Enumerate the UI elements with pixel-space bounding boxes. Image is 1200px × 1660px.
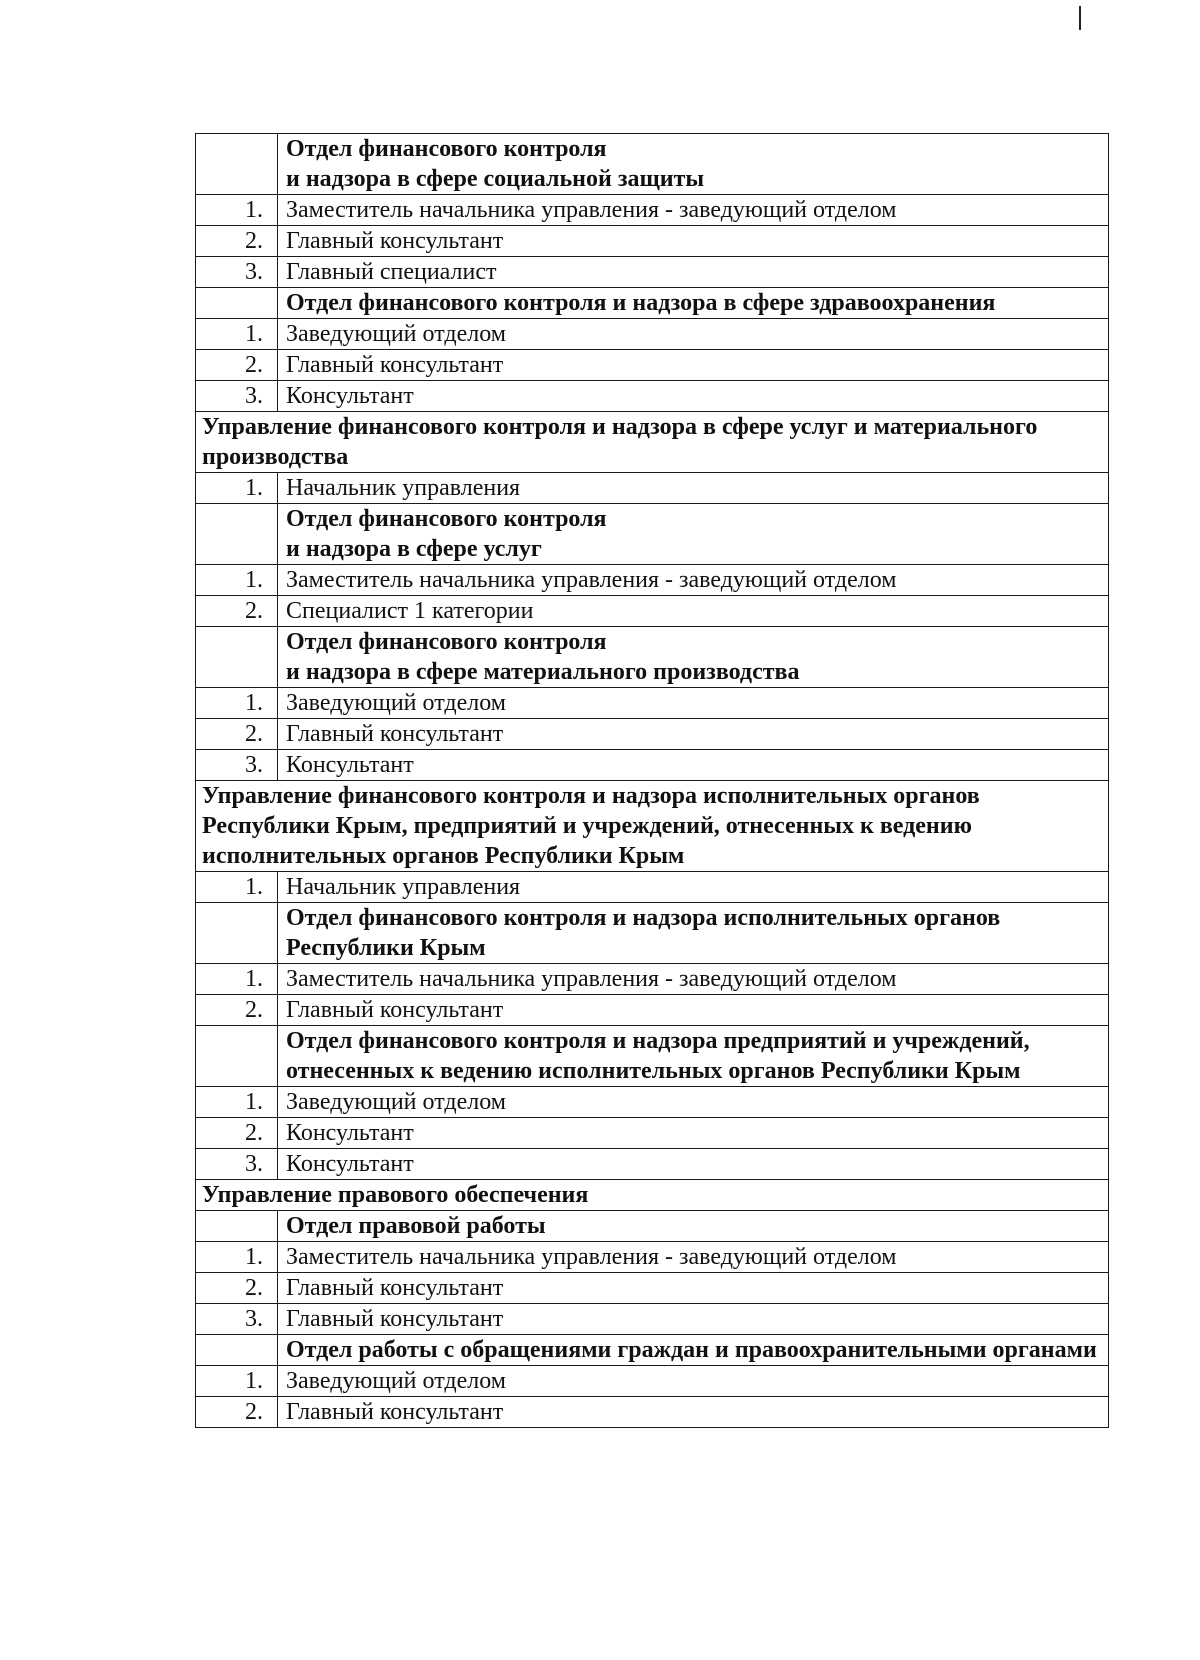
section-heading-row	[196, 134, 1109, 195]
position-row	[196, 195, 1109, 226]
position-title: Начальник управления	[278, 473, 1109, 504]
position-number: 2.	[196, 995, 278, 1026]
position-number: 3.	[196, 750, 278, 781]
position-number: 1.	[196, 195, 278, 226]
position-title: Заведующий отделом	[278, 1087, 1109, 1118]
position-row	[196, 226, 1109, 257]
section-heading-row	[196, 627, 1109, 688]
position-number	[196, 288, 278, 319]
section-heading-row	[196, 288, 1109, 319]
position-title: Главный специалист	[278, 257, 1109, 288]
position-title: Главный консультант	[278, 1273, 1109, 1304]
position-row	[196, 872, 1109, 903]
department-row	[196, 1180, 1109, 1211]
position-number	[196, 1026, 278, 1087]
position-number: 1.	[196, 1366, 278, 1397]
position-row	[196, 719, 1109, 750]
section-heading-row	[196, 1026, 1109, 1087]
position-title: Начальник управления	[278, 872, 1109, 903]
section-heading-row	[196, 1335, 1109, 1366]
position-title: Консультант	[278, 1149, 1109, 1180]
position-title: Заведующий отделом	[278, 688, 1109, 719]
position-number: 2.	[196, 1118, 278, 1149]
position-title: Главный консультант	[278, 719, 1109, 750]
section-title: Отдел финансового контроля и надзора в сфере здравоохранения	[278, 288, 1109, 319]
position-number: 1.	[196, 688, 278, 719]
position-row	[196, 995, 1109, 1026]
position-title: Специалист 1 категории	[278, 596, 1109, 627]
position-title: Заведующий отделом	[278, 319, 1109, 350]
section-title: Отдел правовой работы	[278, 1211, 1109, 1242]
department-title: Управление правового обеспечения	[196, 1180, 1109, 1211]
department-row	[196, 412, 1109, 473]
position-number: 1.	[196, 1242, 278, 1273]
position-number: 3.	[196, 1304, 278, 1335]
position-title: Заместитель начальника управления - заведующий отделом	[278, 195, 1109, 226]
position-row	[196, 319, 1109, 350]
position-title: Заместитель начальника управления - заведующий отделом	[278, 1242, 1109, 1273]
position-number: 2.	[196, 1397, 278, 1428]
position-row	[196, 1242, 1109, 1273]
position-row	[196, 750, 1109, 781]
position-number	[196, 134, 278, 195]
position-row	[196, 565, 1109, 596]
position-row	[196, 1118, 1109, 1149]
position-number: 3.	[196, 381, 278, 412]
position-row	[196, 964, 1109, 995]
position-number: 2.	[196, 596, 278, 627]
position-number: 2.	[196, 719, 278, 750]
position-number	[196, 903, 278, 964]
position-number: 3.	[196, 257, 278, 288]
position-row	[196, 1273, 1109, 1304]
department-row	[196, 781, 1109, 872]
position-title: Главный консультант	[278, 350, 1109, 381]
section-title: Отдел финансового контроля и надзора в сфере услуг	[278, 504, 1109, 565]
position-row	[196, 596, 1109, 627]
position-row	[196, 688, 1109, 719]
position-number: 2.	[196, 1273, 278, 1304]
position-number: 1.	[196, 473, 278, 504]
department-title: Управление финансового контроля и надзора в сфере услуг и материального производства	[196, 412, 1109, 473]
section-heading-row	[196, 1211, 1109, 1242]
position-title: Заместитель начальника управления - заведующий отделом	[278, 565, 1109, 596]
position-row	[196, 473, 1109, 504]
position-number	[196, 1335, 278, 1366]
position-title: Главный консультант	[278, 995, 1109, 1026]
section-title: Отдел финансового контроля и надзора исполнительных органов Республики Крым	[278, 903, 1109, 964]
section-heading-row	[196, 504, 1109, 565]
position-number: 2.	[196, 226, 278, 257]
section-title: Отдел финансового контроля и надзора предприятий и учреждений, отнесенных к ведению исполнительных органов Республики Крым	[278, 1026, 1109, 1087]
position-title: Главный консультант	[278, 1304, 1109, 1335]
section-title: Отдел финансового контроля и надзора в сфере социальной защиты	[278, 134, 1109, 195]
position-row	[196, 1149, 1109, 1180]
position-number: 1.	[196, 872, 278, 903]
position-number: 1.	[196, 964, 278, 995]
section-title: Отдел работы с обращениями граждан и правоохранительными органами	[278, 1335, 1109, 1366]
position-row	[196, 1087, 1109, 1118]
section-heading-row	[196, 903, 1109, 964]
staff-structure-table	[195, 133, 1109, 1428]
position-number: 2.	[196, 350, 278, 381]
section-title: Отдел финансового контроля и надзора в сфере материального производства	[278, 627, 1109, 688]
position-number	[196, 1211, 278, 1242]
staff-table-body	[196, 134, 1109, 1428]
position-row	[196, 257, 1109, 288]
position-number	[196, 504, 278, 565]
position-row	[196, 1304, 1109, 1335]
position-title: Консультант	[278, 381, 1109, 412]
position-title: Консультант	[278, 1118, 1109, 1149]
position-title: Заведующий отделом	[278, 1366, 1109, 1397]
department-title: Управление финансового контроля и надзора исполнительных органов Республики Крым, предприятий и учреждений, отнесенных к ведению исполнительных органов Республики Крым	[196, 781, 1109, 872]
position-number: 1.	[196, 319, 278, 350]
position-title: Консультант	[278, 750, 1109, 781]
position-row	[196, 350, 1109, 381]
position-title: Главный консультант	[278, 1397, 1109, 1428]
position-row	[196, 1397, 1109, 1428]
position-row	[196, 1366, 1109, 1397]
position-number: 1.	[196, 1087, 278, 1118]
position-number: 1.	[196, 565, 278, 596]
position-number	[196, 627, 278, 688]
position-title: Главный консультант	[278, 226, 1109, 257]
position-title: Заместитель начальника управления - заведующий отделом	[278, 964, 1109, 995]
position-row	[196, 381, 1109, 412]
position-number: 3.	[196, 1149, 278, 1180]
scan-edge-mark	[1079, 6, 1081, 30]
